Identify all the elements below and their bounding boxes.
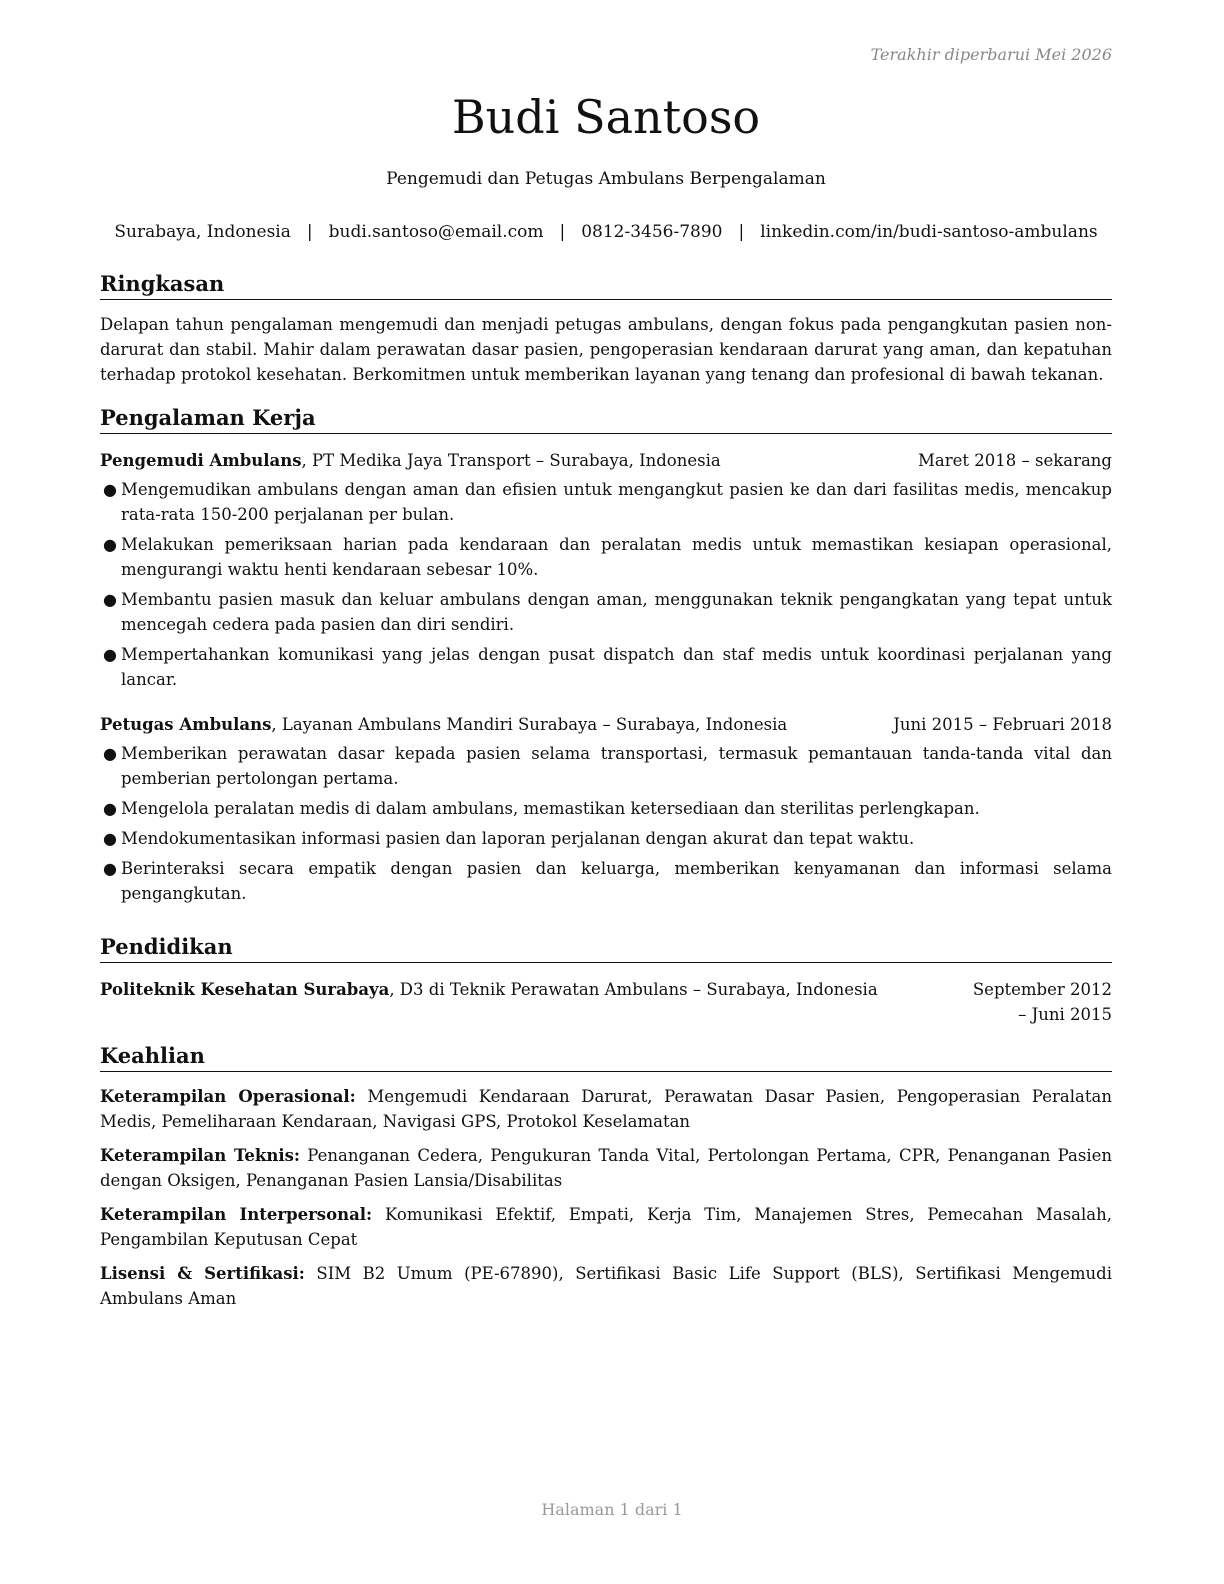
section-title-summary: Ringkasan — [100, 270, 1112, 300]
job-dates: Juni 2015 – Februari 2018 — [893, 715, 1112, 734]
contact-phone[interactable]: 0812-3456-7890 — [581, 222, 723, 242]
education-dates: September 2012 – Juni 2015 — [972, 980, 1112, 1024]
bullet-icon: ● — [103, 744, 117, 763]
bullet-icon: ● — [103, 859, 117, 878]
skill-label: Keterampilan Interpersonal: — [100, 1205, 373, 1224]
last-updated: Terakhir diperbarui Mei 2026 — [870, 45, 1112, 64]
education-school: Politeknik Kesehatan Surabaya — [100, 980, 390, 999]
contact-location: Surabaya, Indonesia — [114, 222, 291, 242]
skill-group — [100, 1261, 1112, 1311]
skill-label: Keterampilan Operasional: — [100, 1087, 356, 1106]
job-header — [100, 448, 1112, 473]
list-item: ● Mengemudikan ambulans dengan aman dan efisien untuk mengangkut pasien ke dan dari fasilitas medis, mencakup rata-rata 150-200 perjalanan per bulan. — [100, 477, 1112, 527]
list-item: ● Berinteraksi secara empatik dengan pasien dan keluarga, memberikan kenyamanan dan informasi selama pengangkutan. — [100, 856, 1112, 906]
candidate-headline: Pengemudi dan Petugas Ambulans Berpengalaman — [386, 169, 826, 189]
section-title-education: Pendidikan — [100, 933, 1112, 963]
page-number: Halaman 1 dari 1 — [541, 1500, 683, 1519]
bullet-icon: ● — [103, 535, 117, 554]
bullet-icon: ● — [103, 645, 117, 664]
job-bullets — [100, 741, 1112, 906]
skill-label: Lisensi & Sertifikasi: — [100, 1264, 305, 1283]
skill-group — [100, 1084, 1112, 1134]
list-item: ● Memberikan perawatan dasar kepada pasien selama transportasi, termasuk pemantauan tanda-tanda vital dan pemberian pertolongan pertama. — [100, 741, 1112, 791]
candidate-name: Budi Santoso — [451, 90, 761, 144]
bullet-icon: ● — [103, 480, 117, 499]
bullet-icon: ● — [103, 590, 117, 609]
contact-separator: | — [559, 222, 566, 242]
list-item: ● Mendokumentasikan informasi pasien dan laporan perjalanan dengan akurat dan tepat waktu. — [100, 826, 1112, 851]
education-section — [100, 933, 1112, 1027]
skills-section — [100, 1042, 1112, 1320]
job-title-line — [100, 712, 787, 737]
skill-text: Penanganan Cedera, Pengukuran Tanda Vital, Pertolongan Pertama, CPR, Penanganan Pasien dengan Oksigen, Penanganan Pasien Lansia/Disabilitas — [100, 1146, 1113, 1190]
skill-group — [100, 1143, 1112, 1193]
job-bullets — [100, 477, 1112, 692]
job-org: , Layanan Ambulans Mandiri Surabaya – Surabaya, Indonesia — [271, 715, 788, 734]
skill-text: Mengemudi Kendaraan Darurat, Perawatan Dasar Pasien, Pengoperasian Peralatan Medis, Pemeliharaan Kendaraan, Navigasi GPS, Protokol Keselamatan — [100, 1087, 1112, 1131]
list-item: ● Membantu pasien masuk dan keluar ambulans dengan aman, menggunakan teknik pengangkatan yang tepat untuk mencegah cedera pada pasien dan diri sendiri. — [100, 587, 1112, 637]
section-title-experience: Pengalaman Kerja — [100, 404, 1112, 434]
skill-label: Keterampilan Teknis: — [100, 1146, 300, 1165]
section-title-skills: Keahlian — [100, 1042, 1112, 1072]
skill-text: SIM B2 Umum (PE-67890), Sertifikasi Basic Life Support (BLS), Sertifikasi Mengemudi Ambulans Aman — [100, 1264, 1112, 1308]
skill-group — [100, 1202, 1112, 1252]
list-item: ● Melakukan pemeriksaan harian pada kendaraan dan peralatan medis untuk memastikan kesiapan operasional, mengurangi waktu henti kendaraan sebesar 10%. — [100, 532, 1112, 582]
job-dates: Maret 2018 – sekarang — [918, 451, 1112, 470]
job-org: , PT Medika Jaya Transport – Surabaya, Indonesia — [301, 451, 721, 470]
job-role: Pengemudi Ambulans — [100, 451, 302, 470]
skill-text: Komunikasi Efektif, Empati, Kerja Tim, Manajemen Stres, Pemecahan Masalah, Pengambilan Keputusan Cepat — [100, 1205, 1112, 1249]
education-line — [100, 977, 878, 1027]
education-detail: , D3 di Teknik Perawatan Ambulans – Surabaya, Indonesia — [389, 980, 878, 999]
job-entry — [100, 712, 1112, 906]
list-item: ● Mempertahankan komunikasi yang jelas dengan pusat dispatch dan staf medis untuk koordinasi perjalanan yang lancar. — [100, 642, 1112, 692]
job-entry — [100, 448, 1112, 692]
contact-line — [100, 220, 1112, 244]
job-header — [100, 712, 1112, 737]
contact-separator: | — [738, 222, 745, 242]
contact-email[interactable]: budi.santoso@email.com — [328, 222, 544, 242]
contact-linkedin[interactable]: linkedin.com/in/budi-santoso-ambulans — [760, 222, 1098, 242]
bullet-icon: ● — [103, 829, 117, 848]
list-item: ● Mengelola peralatan medis di dalam ambulans, memastikan ketersediaan dan sterilitas perlengkapan. — [100, 796, 1112, 821]
education-entry — [100, 977, 1112, 1027]
job-role: Petugas Ambulans — [100, 715, 272, 734]
summary-text: Delapan tahun pengalaman mengemudi dan menjadi petugas ambulans, dengan fokus pada pengangkutan pasien non-darurat dan stabil. Mahir dalam perawatan dasar pasien, pengoperasian kendaraan darurat yang aman, dan kepatuhan terhadap protokol kesehatan. Berkomitmen untuk memberikan layanan yang tenang dan profesional di bawah tekanan. — [100, 315, 1112, 384]
contact-separator: | — [306, 222, 313, 242]
job-title-line — [100, 448, 721, 473]
bullet-icon: ● — [103, 799, 117, 818]
skills-list — [100, 1084, 1112, 1311]
summary-section — [100, 270, 1112, 387]
experience-section — [100, 404, 1112, 911]
